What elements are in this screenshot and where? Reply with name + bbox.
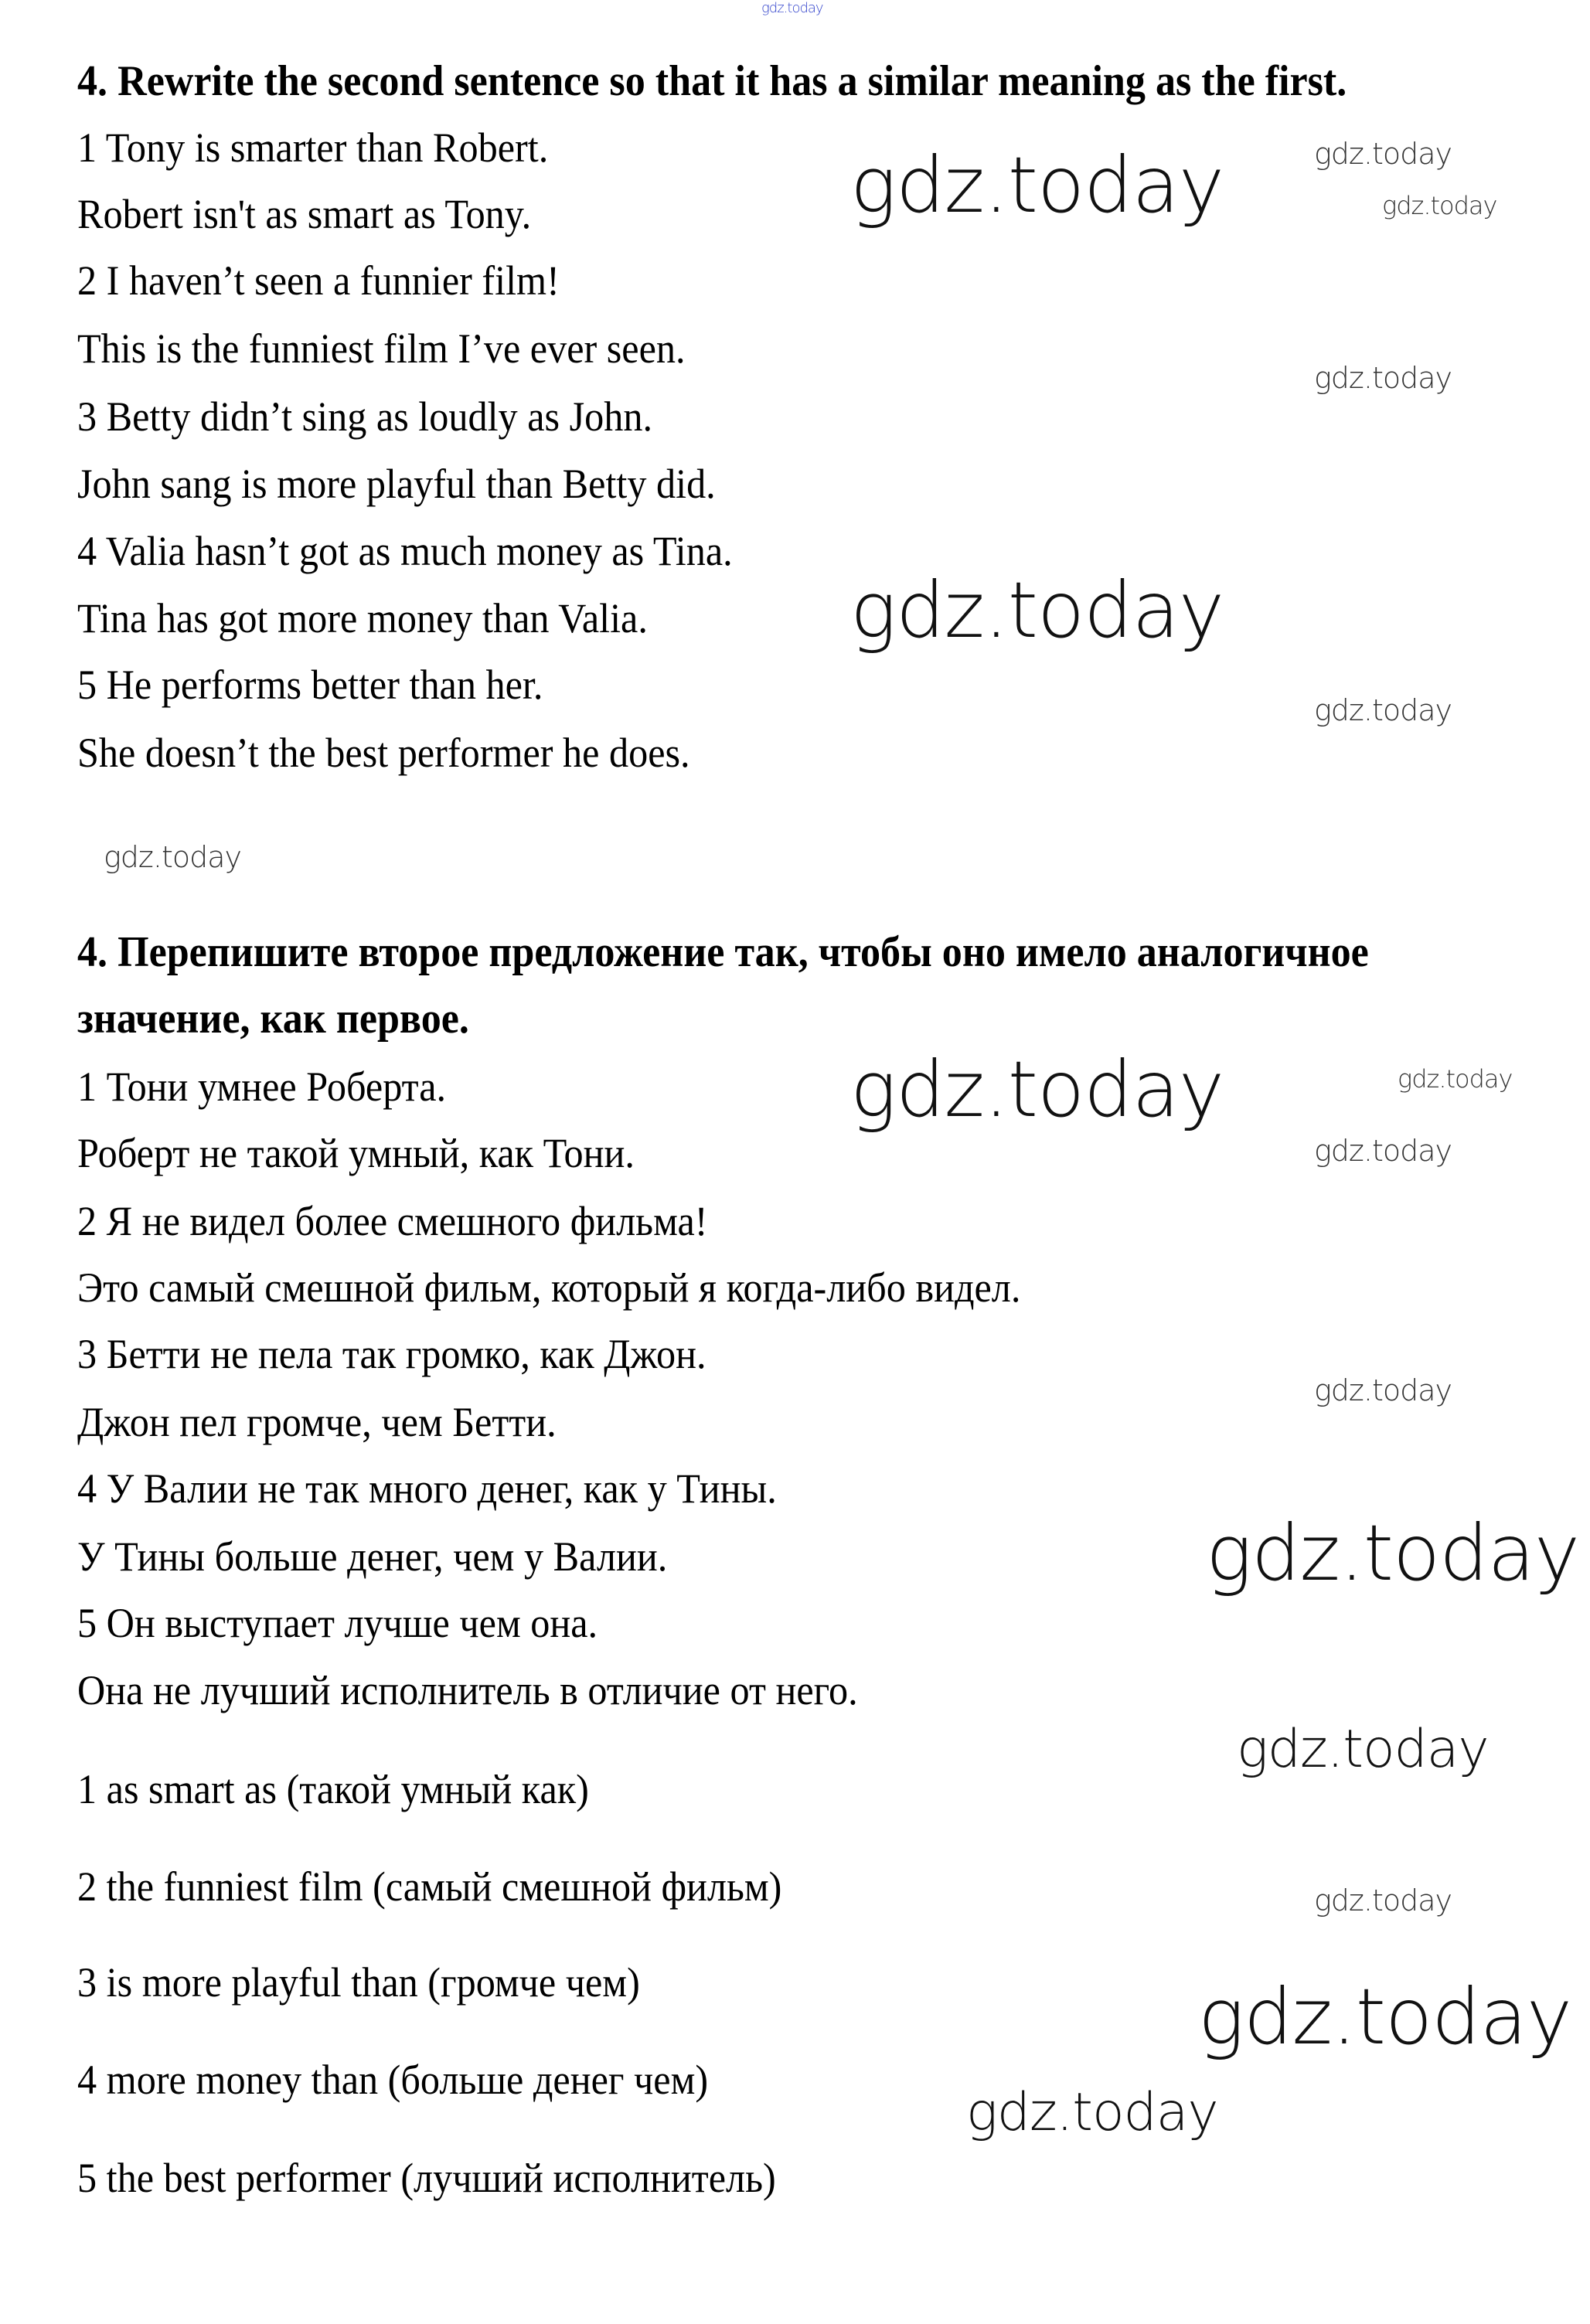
- watermark: gdz.today: [1314, 1883, 1452, 1917]
- watermark: gdz.today: [1237, 1719, 1489, 1780]
- russian-heading: 4. Перепишите второе предложение так, чтобы оно имело аналогичное: [77, 928, 1369, 976]
- watermark: gdz.today: [1314, 361, 1452, 395]
- watermark: gdz.today: [104, 840, 241, 874]
- watermark: gdz.today: [850, 565, 1224, 655]
- watermark: gdz.today: [1206, 1508, 1580, 1598]
- english-line: 4 Valia hasn’t got as much money as Tina.: [77, 528, 733, 574]
- english-line: Robert isn't as smart as Tony.: [77, 191, 532, 237]
- russian-line: 2 Я не видел более смешного фильма!: [77, 1198, 708, 1244]
- english-line: Tina has got more money than Valia.: [77, 595, 648, 641]
- english-heading: 4. Rewrite the second sentence so that it has a similar meaning as the first.: [77, 57, 1347, 105]
- russian-line: 1 Тони умнее Роберта.: [77, 1063, 447, 1110]
- watermark: gdz.today: [1382, 191, 1497, 220]
- watermark: gdz.today: [1314, 137, 1452, 171]
- answer-line: 4 more money than (больше денег чем): [77, 2057, 709, 2103]
- russian-line: 4 У Валии не так много денег, как у Тины.: [77, 1465, 777, 1512]
- watermark: gdz.today: [966, 2082, 1218, 2143]
- english-line: 3 Betty didn’t sing as loudly as John.: [77, 393, 653, 440]
- watermark: gdz.today: [1398, 1064, 1513, 1094]
- russian-line: 3 Бетти не пела так громко, как Джон.: [77, 1331, 706, 1377]
- watermark: gdz.today: [1198, 1972, 1572, 2062]
- english-line: This is the funniest film I’ve ever seen.: [77, 325, 686, 372]
- watermark: gdz.today: [850, 1044, 1224, 1135]
- watermark: gdz.today: [850, 140, 1224, 230]
- russian-line: У Тины больше денег, чем у Валии.: [77, 1533, 668, 1580]
- english-line: 1 Tony is smarter than Robert.: [77, 124, 549, 171]
- english-line: She doesn’t the best performer he does.: [77, 730, 690, 776]
- english-line: 2 I haven’t seen a funnier film!: [77, 257, 560, 304]
- answer-line: 1 as smart as (такой умный как): [77, 1766, 589, 1812]
- top-watermark: gdz.today: [761, 0, 823, 16]
- russian-heading: значение, как первое.: [77, 995, 469, 1043]
- russian-line: Она не лучший исполнитель в отличие от него.: [77, 1667, 858, 1713]
- russian-line: Джон пел громче, чем Бетти.: [77, 1399, 557, 1445]
- answer-line: 3 is more playful than (громче чем): [77, 1959, 640, 2006]
- watermark: gdz.today: [1314, 693, 1452, 727]
- english-line: 5 He performs better than her.: [77, 662, 543, 708]
- english-line: John sang is more playful than Betty did.: [77, 461, 716, 507]
- watermark: gdz.today: [1314, 1134, 1452, 1168]
- answer-line: 5 the best performer (лучший исполнитель): [77, 2155, 776, 2201]
- russian-line: 5 Он выступает лучше чем она.: [77, 1600, 598, 1646]
- answer-line: 2 the funniest film (самый смешной фильм): [77, 1863, 782, 1910]
- russian-line: Это самый смешной фильм, который я когда-либо видел.: [77, 1264, 1021, 1311]
- russian-line: Роберт не такой умный, как Тони.: [77, 1130, 635, 1176]
- watermark: gdz.today: [1314, 1373, 1452, 1407]
